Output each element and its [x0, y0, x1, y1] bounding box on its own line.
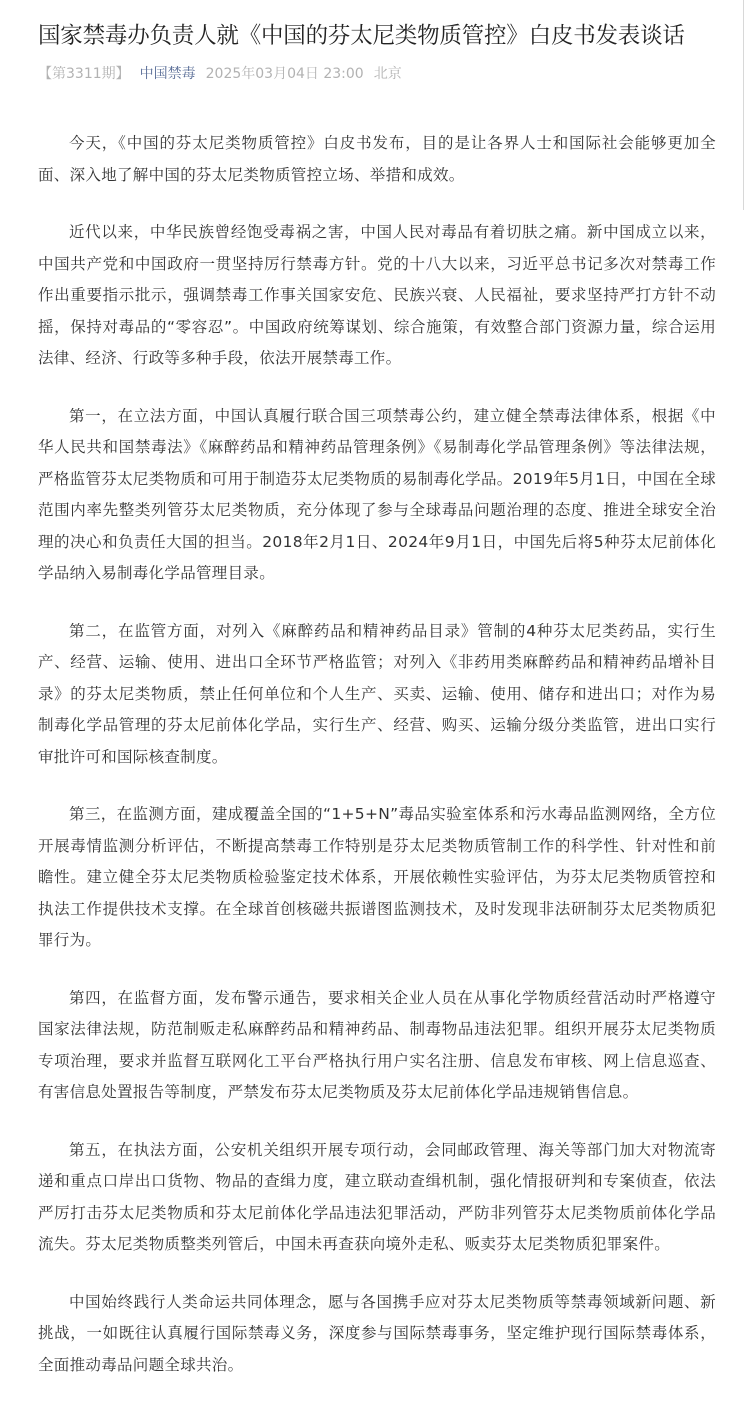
article-title: 国家禁毒办负责人就《中国的芬太尼类物质管控》白皮书发表谈话 [38, 23, 685, 49]
publish-date: 2025年03月04日 23:00 [205, 66, 364, 82]
article-content [38, 128, 716, 1407]
paragraph-background: 近代以来，中华民族曾经饱受毒祸之害，中国人民对毒品有着切肤之痛。新中国成立以来，中国共产党和中国政府一贯坚持厉行禁毒方针。党的十八大以来，习近平总书记多次对禁毒工作作出重要指示批示，强调禁毒工作事关国家安危、民族兴衰、人民福祉，要求坚持严打方针不动摇，保持对毒品的“零容忍”。中国政府统筹谋划、综合施策，有效整合部门资源力量，综合运用法律、经济、行政等多种手段，依法开展禁毒工作。 [38, 223, 716, 367]
paragraph-enforcement: 第五，在执法方面，公安机关组织开展专项行动，会同邮政管理、海关等部门加大对物流寄递和重点口岸出口货物、物品的查缉力度，建立联动查缉机制，强化情报研判和专案侦查，依法严厉打击芬太尼类物质和芬太尼前体化学品违法犯罪活动，严防非列管芬太尼类物质前体化学品流失。芬太尼类物质整类列管后，中国未再查获向境外走私、贩卖芬太尼类物质犯罪案件。 [38, 1140, 716, 1253]
paragraph-regulation: 第二，在监管方面，对列入《麻醉药品和精神药品目录》管制的4种芬太尼类药品，实行生产、经营、运输、使用、进出口全环节严格监管；对列入《非药用类麻醉药品和精神药品增补目录》的芬太尼类物质，禁止任何单位和个人生产、买卖、运输、使用、储存和进出口；对作为易制毒化学品管理的芬太尼前体化学品，实行生产、经营、购买、运输分级分类监管，进出口实行审批许可和国际核查制度。 [38, 621, 716, 766]
scrollbar[interactable] [743, 0, 750, 210]
paragraph-monitoring: 第三，在监测方面，建成覆盖全国的“1+5+N”毒品实验室体系和污水毒品监测网络，全方位开展毒情监测分析评估，不断提高禁毒工作特别是芬太尼类物质管制工作的科学性、针对性和前瞻性。建立健全芬太尼类物质检验鉴定技术体系，开展依赖性实验评估，为芬太尼类物质管控和执法工作提供技术支撑。在全球首创核磁共振谱图监测技术，及时发现非法研制芬太尼类物质犯罪行为。 [38, 805, 716, 949]
publish-location: 北京 [373, 66, 402, 82]
paragraph-intro: 今天，《中国的芬太尼类物质管控》白皮书发布，目的是让各界人士和国际社会能够更加全面、深入地了解中国的芬太尼类物质管控立场、举措和成效。 [38, 134, 716, 184]
paragraph-supervision: 第四，在监督方面，发布警示通告，要求相关企业人员在从事化学物质经营活动时严格遵守国家法律法规，防范制贩走私麻醉药品和精神药品、制毒物品违法犯罪。组织开展芬太尼类物质专项治理，要求并监督互联网化工平台严格执行用户实名注册、信息发布审核、网上信息巡查、有害信息处置报告等制度，严禁发布芬太尼类物质及芬太尼前体化学品违规销售信息。 [38, 988, 716, 1101]
source-account-link[interactable]: 中国禁毒 [139, 66, 196, 82]
article-meta [38, 64, 402, 84]
paragraph-legislation: 第一，在立法方面，中国认真履行联合国三项禁毒公约，建立健全禁毒法律体系，根据《中华人民共和国禁毒法》《麻醉药品和精神药品管理条例》《易制毒化学品管理条例》等法律法规，严格监管芬太尼类物质和可用于制造芬太尼类物质的易制毒化学品。2019年5月1日，中国在全球范围内率先整类列管芬太尼类物质，充分体现了参与全球毒品问题治理的态度、推进全球安全治理的决心和负责任大国的担当。2018年2月1日、2024年9月1日，中国先后将5种芬太尼前体化学品纳入易制毒化学品管理目录。 [38, 406, 716, 582]
issue-number: 【第3311期】 [38, 66, 130, 82]
paragraph-conclusion: 中国始终践行人类命运共同体理念，愿与各国携手应对芬太尼类物质等禁毒领域新问题、新挑战，一如既往认真履行国际禁毒义务，深度参与国际禁毒事务，坚定维护现行国际禁毒体系，全面推动毒品问题全球共治。 [38, 1292, 716, 1374]
